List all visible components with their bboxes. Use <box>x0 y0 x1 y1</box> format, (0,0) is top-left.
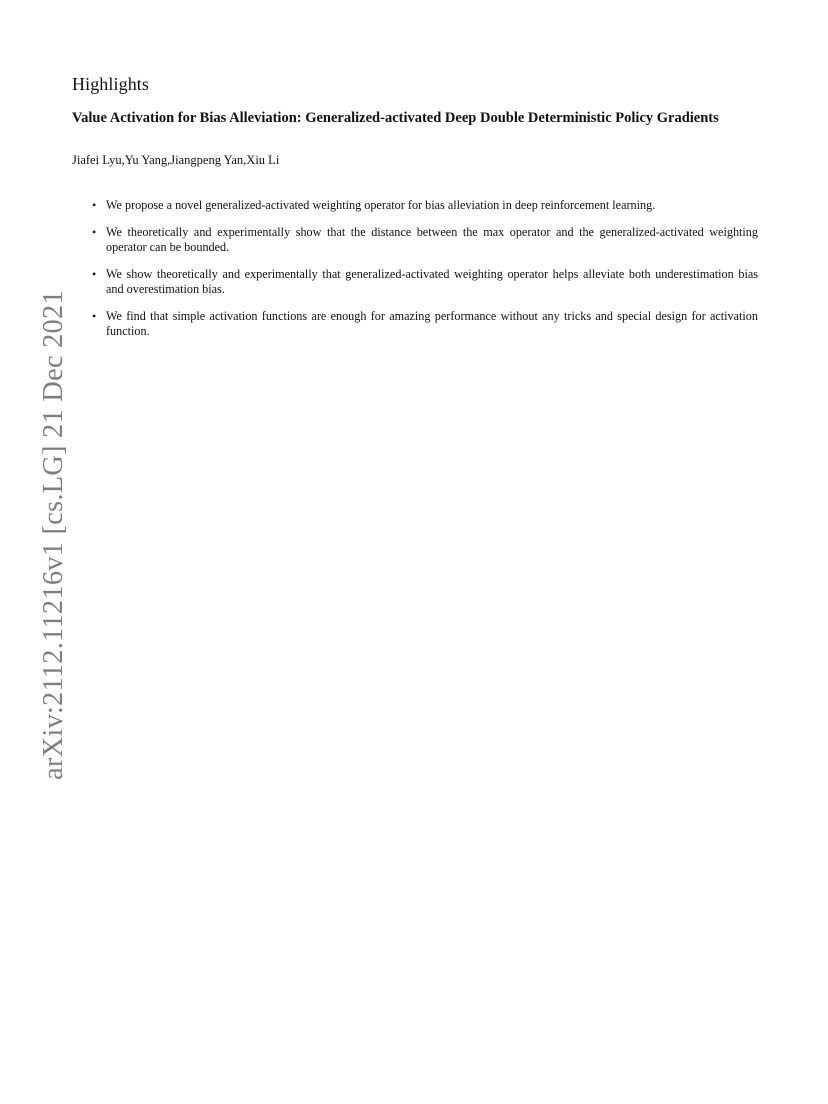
list-item <box>92 198 758 214</box>
highlight-text: We show theoretically and experimentally that generalized-activated weighting operator helps alleviate both underestimation bias and overestimation bias. <box>106 266 758 296</box>
paper-title: Value Activation for Bias Alleviation: Generalized-activated Deep Double Deterministic Policy Gradients <box>72 110 719 126</box>
list-item <box>92 309 758 340</box>
highlight-text: We theoretically and experimentally show that the distance between the max operator and the generalized-activated weighting operator can be bounded. <box>106 224 758 254</box>
author-list: Jiafei Lyu,Yu Yang,Jiangpeng Yan,Xiu Li <box>72 153 280 167</box>
bullet-dot-icon: • <box>92 266 97 281</box>
highlight-text: We propose a novel generalized-activated weighting operator for bias alleviation in deep reinforcement learning. <box>106 198 656 212</box>
list-item <box>92 225 758 256</box>
section-heading: Highlights <box>72 74 150 94</box>
highlights-list <box>92 198 758 351</box>
highlight-text: We find that simple activation functions are enough for amazing performance without any tricks and special design for activation function. <box>106 308 758 338</box>
bullet-dot-icon: • <box>92 198 97 212</box>
bullet-dot-icon: • <box>92 224 97 239</box>
bullet-dot-icon: • <box>92 308 97 323</box>
list-item <box>92 267 758 298</box>
arxiv-identifier: arXiv:2112.11216v1 [cs.LG] 21 Dec 2021 <box>38 290 69 780</box>
